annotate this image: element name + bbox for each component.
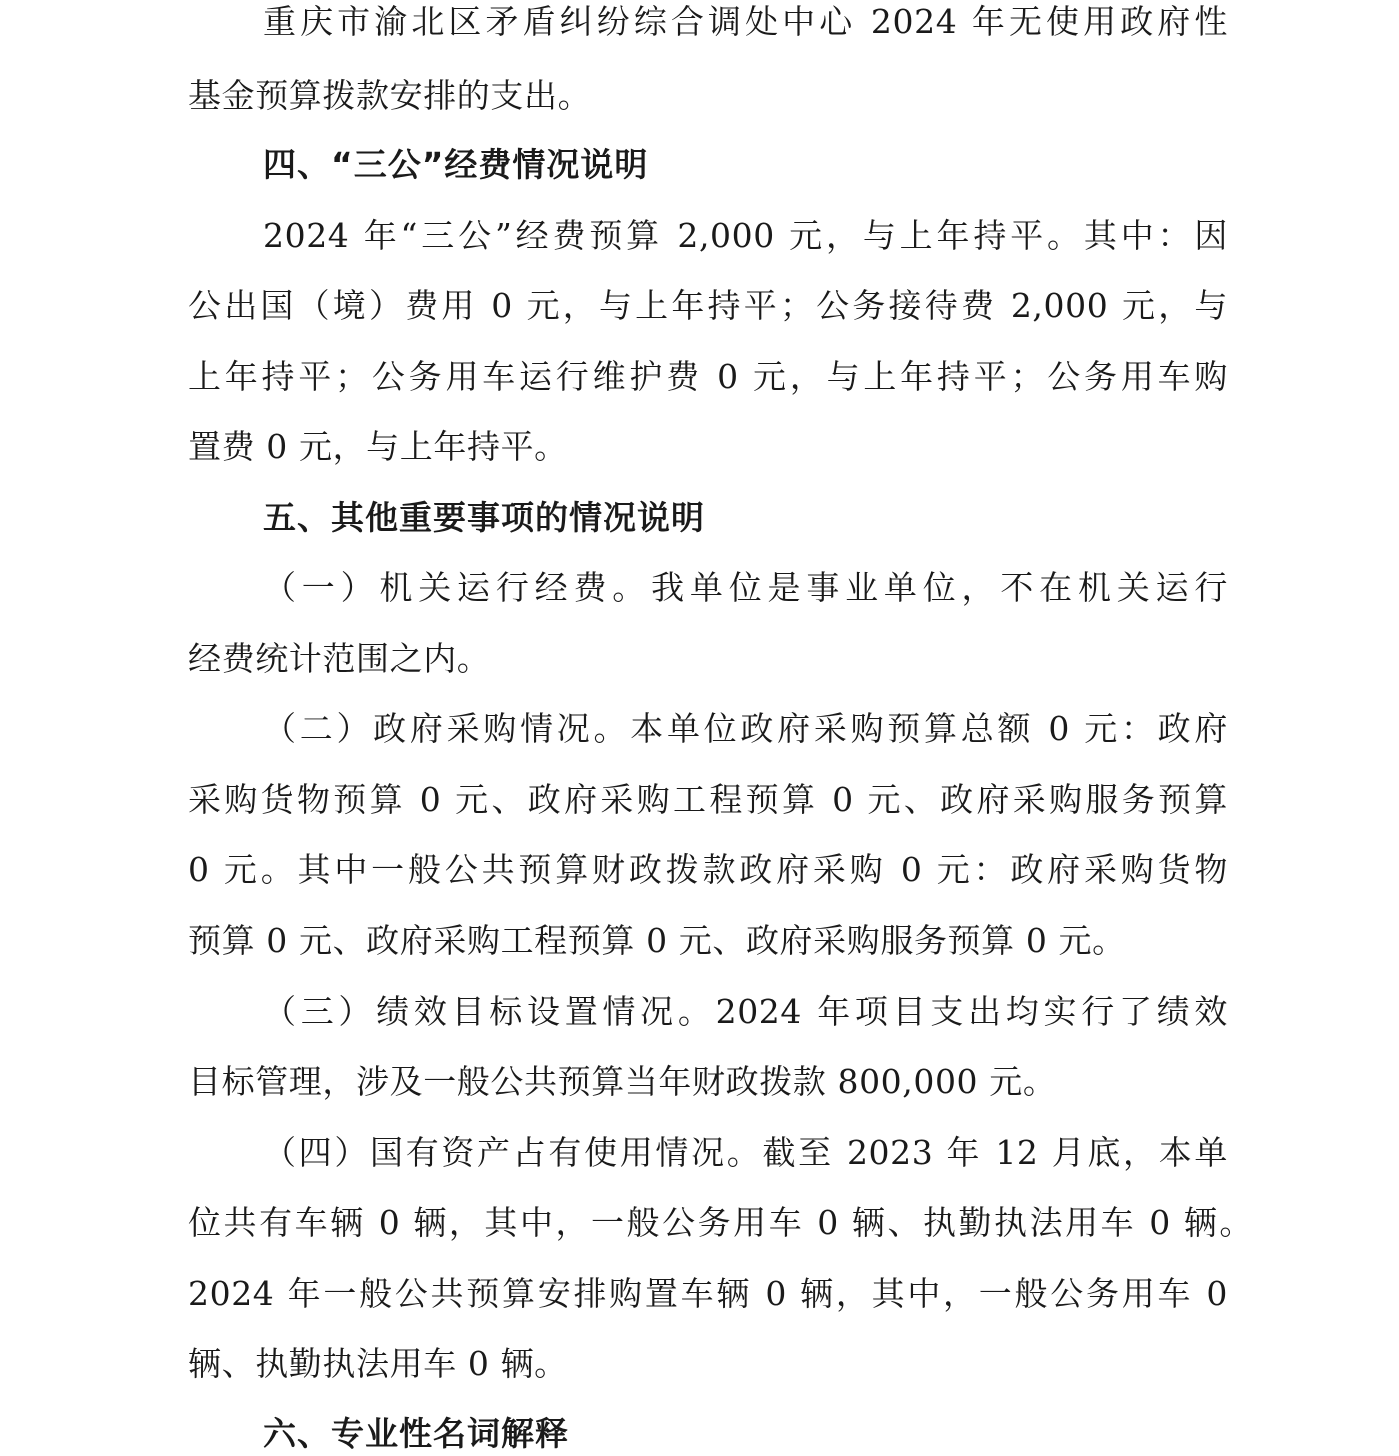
paragraph-line: 经费统计范围之内。 [188, 639, 491, 678]
paragraph-line: 预算 0 元、政府采购工程预算 0 元、政府采购服务预算 0 元。 [188, 921, 1126, 960]
paragraph-line: 重庆市渝北区矛盾纠纷综合调处中心 2024 年无使用政府性 [263, 2, 1228, 41]
paragraph-line: 辆、执勤执法用车 0 辆。 [188, 1344, 568, 1383]
section-heading: 四、“三公”经费情况说明 [263, 145, 649, 184]
paragraph-line: （一）机关运行经费。我单位是事业单位，不在机关运行 [263, 568, 1228, 607]
paragraph-line: 2024 年一般公共预算安排购置车辆 0 辆，其中，一般公务用车 0 [188, 1274, 1228, 1313]
paragraph-line: 上年持平；公务用车运行维护费 0 元，与上年持平；公务用车购 [188, 357, 1228, 396]
paragraph-line: 置费 0 元，与上年持平。 [188, 427, 568, 466]
paragraph-line: 目标管理，涉及一般公共预算当年财政拨款 800,000 元。 [188, 1062, 1057, 1101]
paragraph-line: 基金预算拨款安排的支出。 [188, 76, 592, 115]
paragraph-line: 公出国（境）费用 0 元，与上年持平；公务接待费 2,000 元，与 [188, 286, 1228, 325]
paragraph-line: 采购货物预算 0 元、政府采购工程预算 0 元、政府采购服务预算 [188, 780, 1228, 819]
paragraph-line: （四）国有资产占有使用情况。截至 2023 年 12 月底，本单 [263, 1133, 1228, 1172]
section-heading: 六、专业性名词解释 [263, 1414, 569, 1453]
paragraph-line: 0 元。其中一般公共预算财政拨款政府采购 0 元：政府采购货物 [188, 850, 1228, 889]
section-heading: 五、其他重要事项的情况说明 [263, 498, 705, 537]
paragraph-line: 2024 年“三公”经费预算 2,000 元，与上年持平。其中：因 [263, 216, 1228, 255]
paragraph-line: （三）绩效目标设置情况。2024 年项目支出均实行了绩效 [263, 992, 1228, 1031]
paragraph-line: 位共有车辆 0 辆，其中，一般公务用车 0 辆、执勤执法用车 0 辆。 [188, 1203, 1253, 1242]
paragraph-line: （二）政府采购情况。本单位政府采购预算总额 0 元：政府 [263, 709, 1228, 748]
